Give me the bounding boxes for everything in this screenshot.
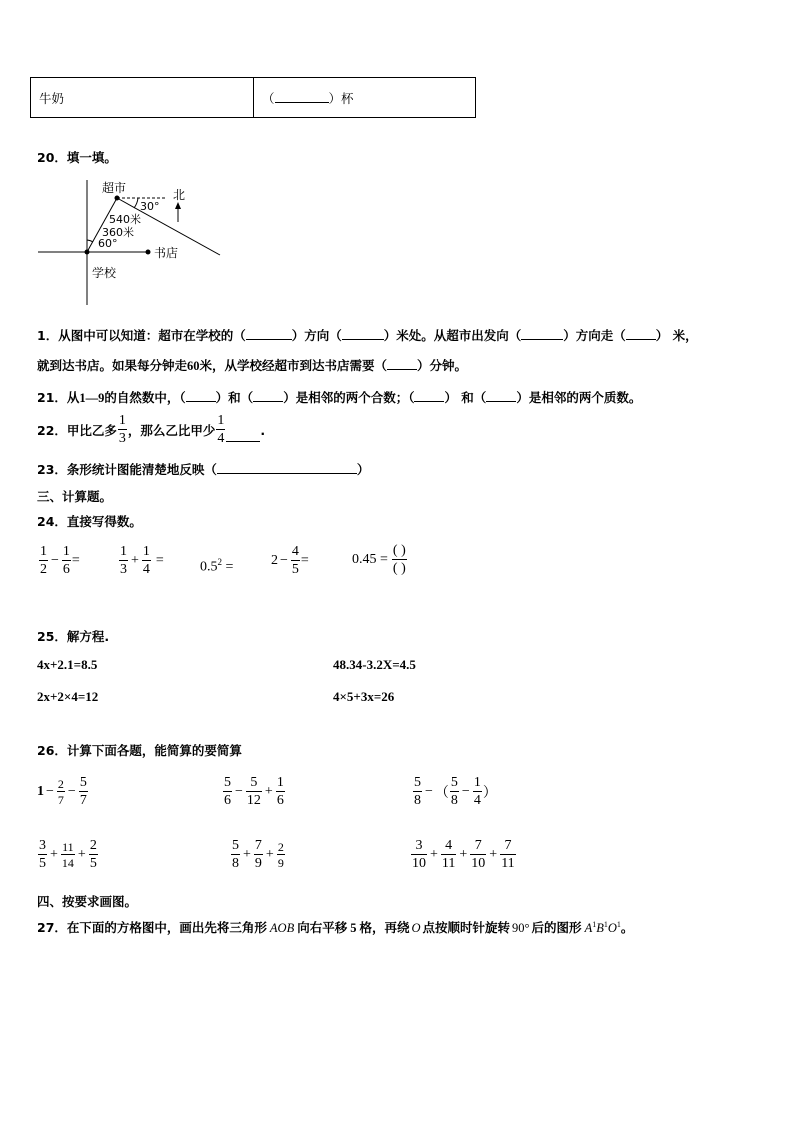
answer-blank[interactable]: [226, 429, 260, 442]
fraction: 5 6: [224, 775, 231, 808]
answer-blank[interactable]: [387, 357, 417, 370]
q25-title: 25．解方程.: [37, 629, 110, 644]
q26-expr-2: 5 6 − $\frac{5}{12}$ + $\frac{1}{6}$: [224, 775, 284, 808]
fraction: $\frac{4}{11}$: [441, 838, 456, 871]
q24-title: 24．直接写得数。: [37, 514, 142, 529]
fraction: $\frac{11}{14}$: [61, 840, 74, 870]
paren-open: （: [262, 90, 275, 106]
angle-60-label: 60°: [98, 237, 118, 250]
fraction: 3 5: [39, 838, 46, 871]
north-label: 北: [173, 188, 186, 202]
answer-blank[interactable]: [414, 389, 444, 402]
fraction: $\frac{5}{7}$: [79, 775, 87, 808]
answer-blank[interactable]: [521, 327, 563, 340]
q24-expr-4: 2 − $\frac{4}{5}$ =: [271, 544, 309, 577]
bookstore-label: 书店: [154, 246, 179, 260]
unit-text: ）杯: [328, 90, 354, 106]
fraction[interactable]: ( ) ( ): [392, 543, 406, 576]
q24-expr-5: 0.45 = ( ) ( ): [352, 543, 406, 576]
equation-4: 4×5+3x=26: [333, 689, 395, 704]
fraction: $\frac{1}{6}$: [62, 544, 70, 577]
distance-540-label: 540米: [109, 213, 141, 226]
fraction: $\frac{7}{9}$: [254, 838, 262, 871]
fraction: $\frac{1}{4}$: [142, 544, 150, 577]
section-3-heading: 三、计算题。: [37, 489, 113, 504]
fraction: 5 8: [414, 775, 421, 808]
q20-line-1: 1．从图中可以知道：超市在学校的（ ）方向（ ）米处。从超市出发向（ ）方向走（ ） 米，: [37, 328, 698, 343]
table-label-cell: 牛奶: [31, 78, 254, 118]
distance-360-label: 360米: [102, 226, 134, 239]
q23: 23．条形统计图能清楚地反映（ ）: [37, 462, 370, 477]
fraction: 3 10: [412, 838, 426, 871]
fraction: $\frac{2}{7}$: [57, 777, 64, 807]
fraction: $\frac{4}{5}$: [291, 544, 299, 577]
fraction: 5 8: [232, 838, 239, 871]
answer-blank[interactable]: [626, 327, 656, 340]
supermarket-label: 超市: [102, 181, 127, 195]
fraction: 5 8: [450, 775, 458, 808]
equation-1: 4x+2.1=8.5: [37, 657, 98, 672]
fraction: 1 4: [217, 413, 225, 446]
fraction: $\frac{1}{6}$: [276, 775, 284, 808]
fraction: $\frac{5}{12}$: [246, 775, 261, 808]
q26-expr-5: 5 8 + $\frac{7}{9}$ + $\frac{2}{9}$: [232, 838, 284, 871]
q20-title: 20．填一填。: [37, 150, 117, 165]
answer-table: [30, 77, 476, 118]
q26-expr-6: 3 10 + $\frac{4}{11}$ + $\frac{7}{10}$ + $\frac{7}{11}$: [412, 838, 515, 871]
fraction: 1 3: [118, 413, 126, 446]
q24-expr-3: $0.5^2$ =: [200, 557, 234, 575]
school-label: 学校: [92, 266, 117, 280]
section-4-heading: 四、按要求画图。: [37, 894, 138, 909]
q26-expr-3: 5 8 − （ 5 8 − $\frac{1}{4}$ ）: [414, 775, 497, 808]
answer-blank[interactable]: [246, 327, 292, 340]
fraction: $\frac{7}{11}$: [501, 838, 515, 871]
fraction: 1 3: [120, 544, 127, 577]
fraction: 1 2: [40, 544, 47, 577]
direction-diagram: [30, 175, 230, 310]
q21: 21．从1—9的自然数中，（ ）和（ ）是相邻的两个合数；（ ） 和（ ）是相邻的两个质数。: [37, 390, 642, 405]
equation-3: 2x+2×4=12: [37, 689, 99, 704]
fraction: $\frac{1}{4}$: [473, 775, 481, 808]
answer-blank[interactable]: [342, 327, 384, 340]
answer-blank[interactable]: [253, 389, 283, 402]
fraction: $\frac{2}{9}$: [277, 840, 284, 870]
q26-expr-4: 3 5 + $\frac{11}{14}$ + $\frac{2}{5}$: [39, 838, 97, 871]
equation-2: 48.34-3.2X=4.5: [333, 657, 416, 672]
q22: 22．甲比乙多 1 3 ，那么乙比甲少 1 4 .: [37, 413, 266, 446]
answer-blank[interactable]: [217, 461, 357, 474]
table-row: [31, 78, 476, 118]
fraction: $\frac{2}{5}$: [89, 838, 97, 871]
fraction: $\frac{7}{10}$: [471, 838, 486, 871]
q26-expr-1: 1 − $\frac{2}{7}$ − $\frac{5}{7}$: [37, 775, 87, 808]
answer-blank[interactable]: [275, 90, 329, 103]
q24-expr-2: 1 3 + $\frac{1}{4}$ =: [120, 544, 164, 577]
q27: 27．在下面的方格图中，画出先将三角形 AOB 向右平移 5 格，再绕 O 点按顺时针旋转 90° 后的图形 $A^1B^1O^1$。: [37, 919, 634, 935]
answer-blank[interactable]: [186, 389, 216, 402]
q24-expr-1: 1 2 − $\frac{1}{6}$ =: [40, 544, 80, 577]
q20-line-2: 就到达书店。如果每分钟走60米，从学校经超市到达书店需要（ ）分钟。: [37, 358, 468, 373]
table-value-cell: [254, 78, 476, 118]
angle-30-label: 30°: [140, 200, 160, 213]
q26-title: 26．计算下面各题，能简算的要简算: [37, 743, 242, 758]
answer-blank[interactable]: [486, 389, 516, 402]
